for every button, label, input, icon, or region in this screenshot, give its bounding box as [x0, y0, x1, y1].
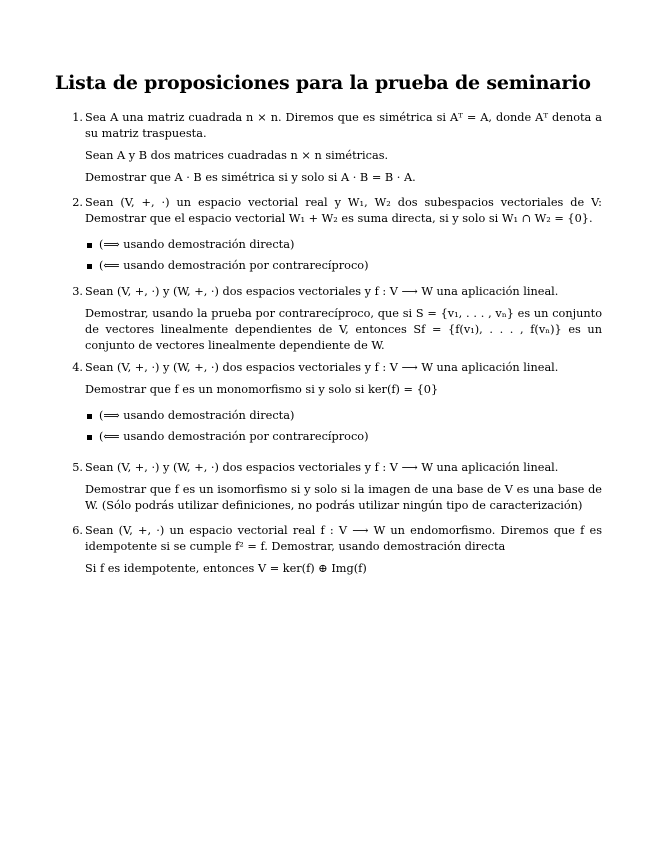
item-paragraph: Si f es idempotente, entonces V = ker(f) ⊕ Img(f): [85, 562, 367, 575]
item-number: 4.: [72, 361, 83, 374]
item-body: [85, 284, 602, 354]
bullet-item: (⟸ usando demostración por contrarecíproco): [85, 258, 602, 274]
item-paragraph: Sean (V, +, ·) un espacio vectorial real f : V ⟶ W un endomorfismo. Diremos que f es idempotente si se cumple f² = f. Demostrar, usando demostración directa: [85, 524, 602, 553]
item-paragraph: Demostrar, usando la prueba por contrarecíproco, que si S = {v₁, . . . , vₙ} es un conjunto de vectores linealmente dependientes de V, entonces Sf = {f(v₁), . . . , f(vₙ)} es un conjunto de vectores linealmente dependiente de W.: [85, 307, 602, 352]
item-number: 5.: [72, 461, 83, 474]
item-body: [85, 460, 602, 514]
item-body: [85, 360, 602, 445]
bullet-item: (⟸ usando demostración por contrarecíproco): [85, 429, 602, 445]
item-number: 1.: [72, 111, 83, 124]
bullet-list: [85, 237, 602, 274]
item-paragraph: Sean A y B dos matrices cuadradas n × n simétricas.: [85, 149, 389, 162]
bullet-item: (⟹ usando demostración directa): [85, 408, 602, 424]
item-body: [85, 195, 602, 274]
bullet-list: [85, 408, 602, 445]
bullet-item: (⟹ usando demostración directa): [85, 237, 602, 253]
item-paragraph: Sea A una matriz cuadrada n × n. Diremos que es simétrica si Aᵀ = A, donde Aᵀ denota a su matriz traspuesta.: [85, 111, 602, 140]
item-paragraph: Sean (V, +, ·) y (W, +, ·) dos espacios vectoriales y f : V ⟶ W una aplicación lineal.: [85, 285, 559, 298]
document-title: Lista de proposiciones para la prueba de seminario: [55, 72, 591, 94]
item-number: 6.: [72, 524, 83, 537]
list-item: [66, 360, 602, 450]
item-number: 2.: [72, 196, 83, 209]
list-item: [66, 523, 602, 577]
item-paragraph: Demostrar que A · B es simétrica si y solo si A · B = B · A.: [85, 171, 416, 184]
item-paragraph: Sean (V, +, ·) y (W, +, ·) dos espacios vectoriales y f : V ⟶ W una aplicación lineal.: [85, 361, 559, 374]
item-paragraph: Sean (V, +, ·) y (W, +, ·) dos espacios vectoriales y f : V ⟶ W una aplicación lineal.: [85, 461, 559, 474]
list-item: [66, 110, 602, 186]
item-body: [85, 110, 602, 186]
item-paragraph: Demostrar que f es un isomorfismo si y solo si la imagen de una base de V es una base de W. (Sólo podrás utilizar definiciones, no podrás utilizar ningún tipo de caracterización): [85, 483, 602, 512]
item-paragraph: Sean (V, +, ·) un espacio vectorial real y W₁, W₂ dos subespacios vectoriales de V: Demostrar que el espacio vectorial W₁ + W₂ es suma directa, si y solo si W₁ ∩ W₂ = {0}.: [85, 196, 602, 225]
list-item: [66, 460, 602, 514]
item-body: [85, 523, 602, 577]
list-item: [66, 284, 602, 354]
item-number: 3.: [72, 285, 83, 298]
item-paragraph: Demostrar que f es un monomorfismo si y solo si ker(f) = {0}: [85, 383, 439, 396]
list-item: [66, 195, 602, 279]
